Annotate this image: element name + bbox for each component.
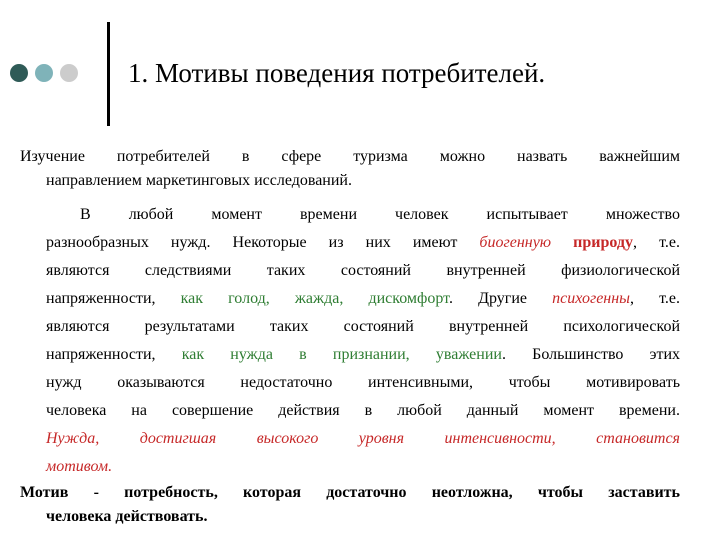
text-line: разнообразных нужд. Некоторые из них имеют биогенную природу, т.е. — [46, 234, 680, 251]
text-line: Мотив - потребность, которая достаточно неотложна, чтобы заставить — [20, 484, 680, 501]
dot-teal — [35, 64, 53, 82]
motive-definition-line: мотивом. — [46, 458, 113, 475]
paragraph-intro — [20, 145, 680, 193]
slide-title: 1. Мотивы поведения потребителей. — [128, 58, 546, 88]
text-line: напряженности, как нужда в признании, уважении. Большинство этих — [46, 346, 681, 363]
text-line: нужд оказываются недостаточно интенсивными, чтобы мотивировать — [46, 374, 680, 391]
title-divider — [107, 22, 110, 126]
text-line: человека на совершение действия в любой данный момент времени. — [46, 402, 680, 419]
biogenic-term: биогенную — [479, 234, 552, 251]
dot-dark — [10, 64, 28, 82]
psychogenic-term: психогенны — [552, 290, 631, 307]
biogenic-examples: как голод, жажда, дискомфорт — [180, 290, 449, 307]
nature-term: природу — [573, 234, 634, 251]
psychogenic-examples: как нужда в признании, уважении — [181, 346, 502, 363]
text-line: являются результатами таких состояний внутренней психологической — [46, 318, 680, 335]
paragraph-needs — [20, 201, 680, 481]
text-line: человека действовать. — [46, 508, 208, 525]
dot-gray — [60, 64, 78, 82]
motive-definition-line: Нужда, достигшая высокого уровня интенсивности, становится — [46, 430, 680, 447]
text-line: направлением маркетинговых исследований. — [46, 172, 352, 189]
text-line: являются следствиями таких состояний внутренней физиологической — [46, 262, 680, 279]
text-line: В любой момент времени человек испытывает множество — [80, 206, 680, 223]
text-line: напряженности, как голод, жажда, дискомфорт. Другие психогенны, т.е. — [46, 290, 681, 307]
text-line: Изучение потребителей в сфере туризма можно назвать важнейшим — [20, 148, 680, 165]
paragraph-motive — [20, 481, 680, 529]
decorative-dots — [10, 64, 78, 82]
